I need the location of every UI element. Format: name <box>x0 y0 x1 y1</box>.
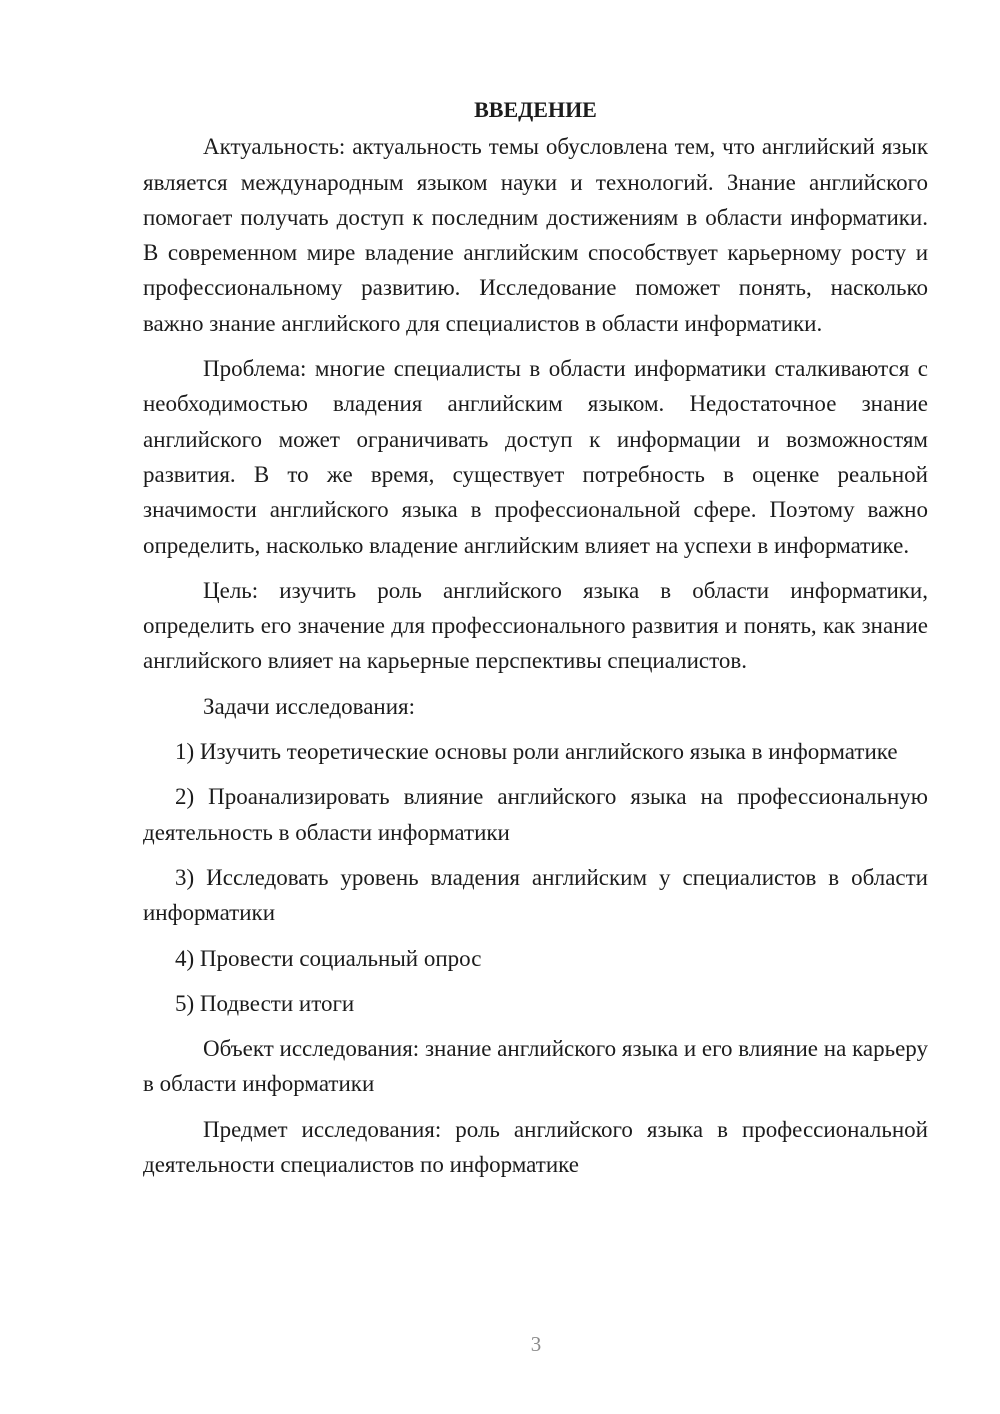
page-content <box>143 92 928 1192</box>
page-number: 3 <box>530 1332 542 1356</box>
task-item-5: 5) Подвести итоги <box>175 990 355 1016</box>
page-title: ВВЕДЕНИЕ <box>474 97 597 122</box>
problem-paragraph: Проблема: многие специалисты в области информатики сталкиваются с необходимостью владения английским языком. Недостаточное знание английского может ограничивать доступ к информации и возможностям развития. В то же время, существует потребность в оценке реальной значимости английского языка в профессиональной сфере. Поэтому важно определить, насколько владение английским влияет на успехи в информатике. <box>143 356 928 558</box>
relevance-paragraph: Актуальность: актуальность темы обусловлена тем, что английский язык является международным языком науки и технологий. Знание английского помогает получать доступ к последним достижениям в области информатики. В современном мире владение английским способствует карьерному росту и профессиональному развитию. Исследование поможет понять, насколько важно знание английского для специалистов в области информатики. <box>143 134 928 336</box>
goal-paragraph: Цель: изучить роль английского языка в области информатики, определить его значение для профессионального развития и понять, как знание английского влияет на карьерные перспективы специалистов. <box>143 577 928 674</box>
subject-paragraph: Предмет исследования: роль английского языка в профессиональной деятельности специалистов по информатике <box>143 1116 928 1178</box>
task-item-2: 2) Проанализировать влияние английского языка на профессиональную деятельность в области информатики <box>143 784 928 845</box>
object-paragraph: Объект исследования: знание английского языка и его влияние на карьеру в области информатики <box>143 1036 928 1097</box>
task-item-1: 1) Изучить теоретические основы роли английского языка в информатике <box>175 739 898 765</box>
tasks-heading: Задачи исследования: <box>203 693 416 719</box>
task-item-3: 3) Исследовать уровень владения английским у специалистов в области информатики <box>143 864 928 926</box>
task-item-4: 4) Провести социальный опрос <box>175 945 482 971</box>
